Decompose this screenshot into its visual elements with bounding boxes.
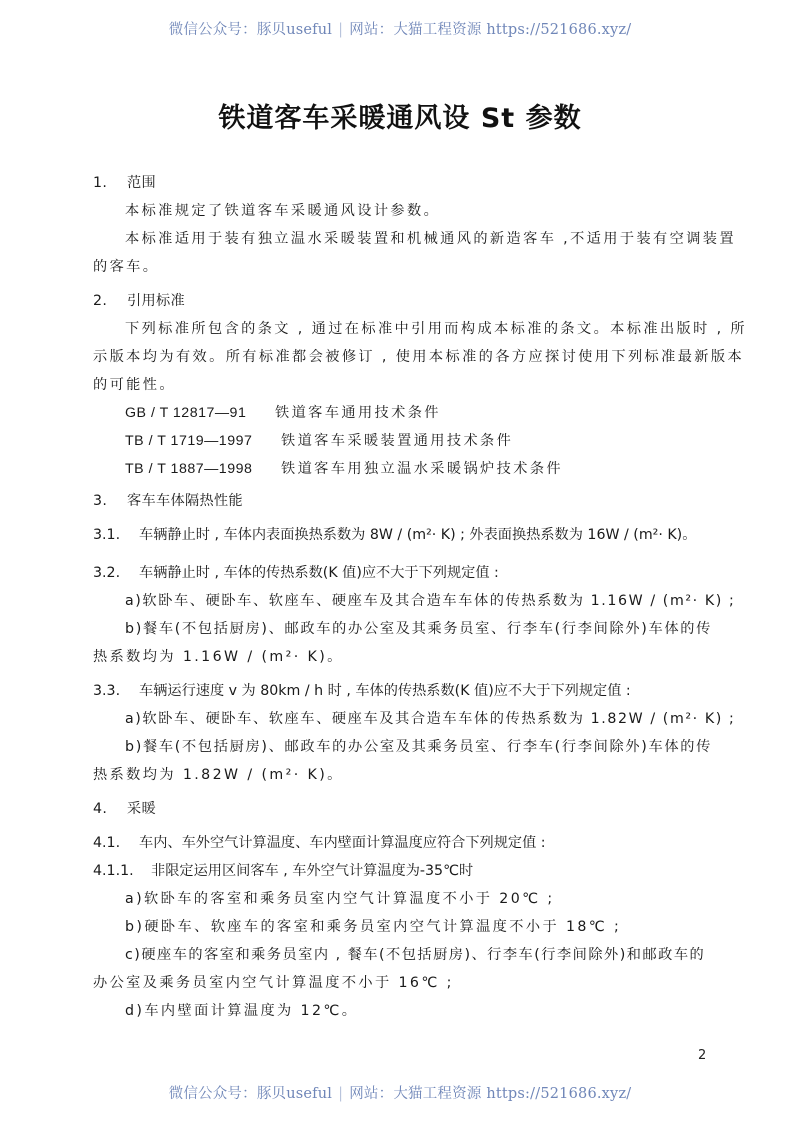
- section-1-heading: [93, 170, 156, 196]
- paragraph: 本标准规定了铁道客车采暖通风设计参数。: [125, 203, 441, 219]
- paragraph: 的客车。: [93, 259, 160, 275]
- standard-reference: [125, 400, 441, 426]
- clause-text: 车辆运行速度 v 为 80km / h 时 , 车体的传热系数(K 值)应不大于下列规定值 :: [139, 683, 631, 699]
- standard-reference: [125, 428, 513, 454]
- list-item: a)软卧车、硬卧车、软座车、硬座车及其合造车车体的传热系数为 1.82W / (m²· K) ;: [125, 711, 736, 727]
- standard-code: GB / T 12817—91: [125, 405, 247, 421]
- paragraph: 下列标准所包含的条文 , 通过在标准中引用而构成本标准的条文。本标准出版时 , 所: [125, 321, 748, 337]
- page-number: 2: [698, 1048, 707, 1063]
- watermark-separator: |: [338, 1086, 344, 1102]
- clause-4-1: [93, 830, 546, 856]
- section-number: 3.: [93, 493, 108, 509]
- clause-text: 车内、车外空气计算温度、车内壁面计算温度应符合下列规定值 :: [139, 835, 546, 851]
- clause-number: 3.2.: [93, 565, 121, 581]
- list-item: b)餐车(不包括厨房)、邮政车的办公室及其乘务员室、行李车(行李间除外)车体的传: [125, 739, 713, 755]
- section-3-heading: [93, 488, 243, 514]
- clause-number: 3.3.: [93, 683, 121, 699]
- clause-number: 4.1.: [93, 835, 121, 851]
- watermark-website: 网站：大猫工程资源 https://521686.xyz/: [349, 22, 632, 38]
- watermark-wechat: 微信公众号：豚贝useful: [168, 22, 333, 38]
- section-4-heading: [93, 796, 156, 822]
- document-title: 铁道客车采暖通风设 St 参数: [218, 103, 582, 134]
- clause-number: 4.1.1.: [93, 863, 134, 879]
- standard-reference: [125, 456, 563, 482]
- section-title: 采暖: [127, 801, 156, 817]
- list-item: c)硬座车的客室和乘务员室内 , 餐车(不包括厨房)、行李车(行李间除外)和邮政车的: [125, 947, 706, 963]
- standard-name: 铁道客车用独立温水采暖锅炉技术条件: [281, 461, 563, 477]
- standard-name: 铁道客车通用技术条件: [275, 405, 441, 421]
- watermark-footer: [0, 1082, 800, 1103]
- section-title: 引用标准: [127, 293, 185, 309]
- clause-text: 非限定运用区间客车 , 车外空气计算温度为-35℃时: [151, 863, 474, 879]
- list-item: b)硬卧车、软座车的客室和乘务员室内空气计算温度不小于 18℃ ;: [125, 919, 622, 935]
- watermark-website: 网站：大猫工程资源 https://521686.xyz/: [349, 1086, 632, 1102]
- list-item: 热系数均为 1.16W / (m²· K)。: [93, 649, 344, 665]
- section-number: 2.: [93, 293, 108, 309]
- section-number: 1.: [93, 175, 108, 191]
- list-item: b)餐车(不包括厨房)、邮政车的办公室及其乘务员室、行李车(行李间除外)车体的传: [125, 621, 713, 637]
- standard-name: 铁道客车采暖装置通用技术条件: [281, 433, 514, 449]
- section-title: 范围: [127, 175, 156, 191]
- clause-number: 3.1.: [93, 527, 121, 543]
- paragraph: 本标准适用于装有独立温水采暖装置和机械通风的新造客车 ,不适用于装有空调装置: [125, 231, 736, 247]
- clause-3-2: [93, 560, 499, 586]
- standard-code: TB / T 1887—1998: [125, 461, 253, 477]
- watermark-separator: |: [338, 22, 344, 38]
- list-item: a)软卧车、硬卧车、软座车、硬座车及其合造车车体的传热系数为 1.16W / (m²· K) ;: [125, 593, 736, 609]
- watermark-header: [0, 18, 800, 39]
- list-item: 办公室及乘务员室内空气计算温度不小于 16℃ ;: [93, 975, 454, 991]
- clause-3-3: [93, 678, 631, 704]
- paragraph: 示版本均为有效。所有标准都会被修订 , 使用本标准的各方应探讨使用下列标准最新版本: [93, 349, 745, 365]
- clause-3-1: [93, 522, 696, 548]
- clause-text: 车辆静止时 , 车体内表面换热系数为 8W / (m²· K) ; 外表面换热系数为 16W / (m²· K)。: [139, 527, 697, 543]
- section-title: 客车车体隔热性能: [127, 493, 243, 509]
- watermark-wechat: 微信公众号：豚贝useful: [168, 1086, 333, 1102]
- section-2-heading: [93, 288, 185, 314]
- list-item: 热系数均为 1.82W / (m²· K)。: [93, 767, 344, 783]
- clause-text: 车辆静止时 , 车体的传热系数(K 值)应不大于下列规定值 :: [139, 565, 499, 581]
- section-number: 4.: [93, 801, 108, 817]
- paragraph: 的可能性。: [93, 377, 176, 393]
- list-item: a)软卧车的客室和乘务员室内空气计算温度不小于 20℃ ;: [125, 891, 555, 907]
- standard-code: TB / T 1719—1997: [125, 433, 253, 449]
- clause-4-1-1: [93, 858, 473, 884]
- list-item: d)车内壁面计算温度为 12℃。: [125, 1003, 359, 1019]
